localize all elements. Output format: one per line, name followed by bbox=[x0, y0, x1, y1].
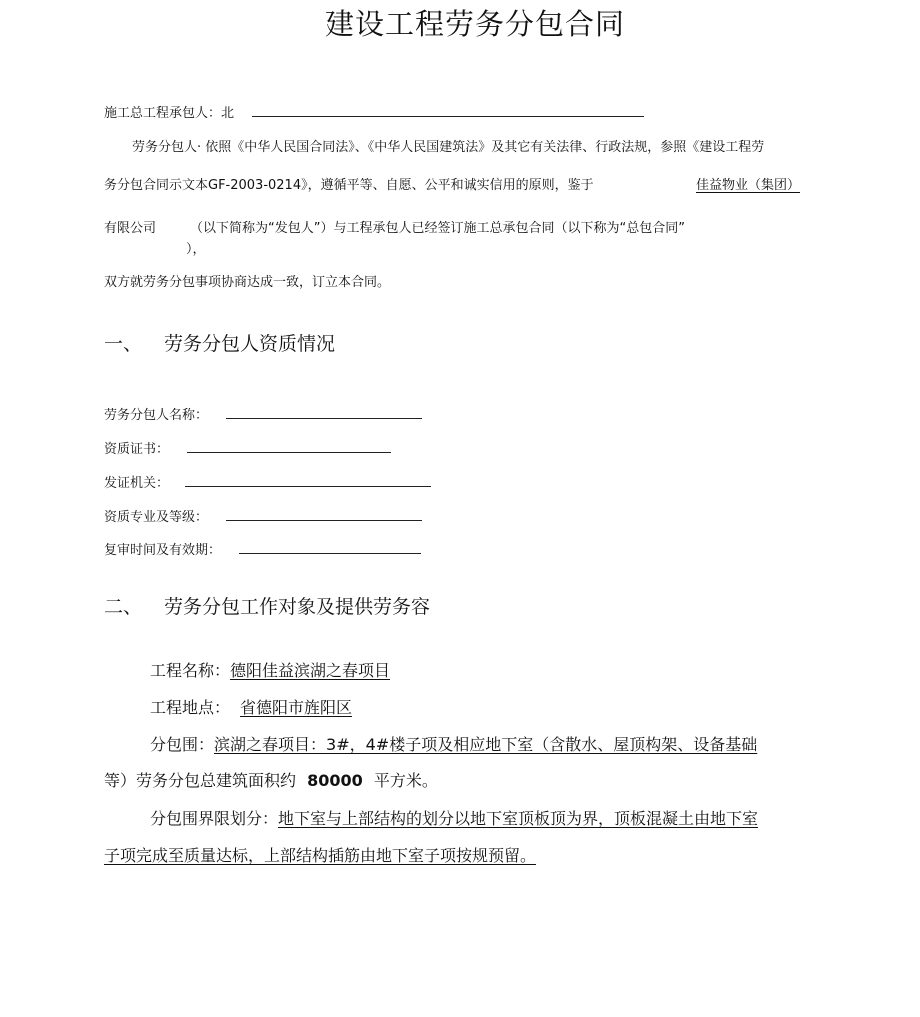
field-label: 发证机关： bbox=[104, 476, 170, 491]
preamble-line-5: 双方就劳务分包事项协商达成一致，订立本合同。 bbox=[104, 275, 391, 290]
preamble-line-2: 劳务分包人· 依照《中华人民国合同法》、《中华人民国建筑法》及其它有关法律、行政法规，参照《建设工程劳 bbox=[132, 140, 765, 155]
preamble-line-4c: ）， bbox=[186, 242, 206, 257]
field-grade bbox=[104, 506, 422, 525]
project-location-label: 工程地点： bbox=[150, 698, 231, 717]
section-1-heading: 劳务分包人资质情况 bbox=[164, 333, 336, 355]
field-review-period bbox=[104, 539, 421, 558]
field-label: 资质证书： bbox=[104, 442, 170, 457]
project-name-line bbox=[150, 658, 390, 681]
field-blank[interactable] bbox=[239, 541, 421, 554]
document-title: 建设工程劳务分包合同 bbox=[324, 7, 625, 41]
scope-value: 滨湖之春项目：3#，4#楼子项及相应地下室（含散水、屋顶构架、设备基础 bbox=[214, 735, 758, 754]
client-name: 佳益物业（集团） bbox=[696, 178, 801, 193]
scope-area: 80000 bbox=[307, 771, 363, 790]
preamble-line-3: 务分包合同示文本GF-2003-0214》，遵循平等、自愿、公平和诚实信用的原则，鉴于 bbox=[104, 178, 594, 193]
field-label: 资质专业及等级： bbox=[104, 510, 209, 525]
section-2-number: 二、 bbox=[104, 596, 143, 618]
project-name-label: 工程名称： bbox=[150, 661, 231, 680]
field-subcontractor-name bbox=[104, 404, 422, 423]
field-label: 复审时间及有效期： bbox=[104, 543, 222, 558]
field-blank[interactable] bbox=[187, 440, 391, 453]
field-blank[interactable] bbox=[226, 508, 422, 521]
boundary-value-1: 地下室与上部结构的划分以地下室顶板顶为界，顶板混凝土由地下室 bbox=[278, 809, 759, 828]
scope-line-2-b: 平方米。 bbox=[373, 771, 438, 790]
field-issuer bbox=[104, 472, 431, 491]
project-location-value: 省德阳市旌阳区 bbox=[240, 698, 353, 717]
boundary-line-1 bbox=[150, 806, 758, 829]
project-name-value: 德阳佳益滨湖之春项目 bbox=[230, 661, 391, 680]
preamble-line-4a: 有限公司 bbox=[104, 221, 157, 236]
scope-line-2 bbox=[104, 768, 438, 791]
boundary-line-2: 子项完成至质量达标，上部结构插筋由地下室子项按规预留。 bbox=[104, 846, 537, 865]
preamble-line-4b: （以下简称为“发包人”）与工程承包人已经签订施工总承包合同（以下称为“总包合同” bbox=[190, 221, 685, 236]
section-2-heading: 劳务分包工作对象及提供劳务容 bbox=[164, 596, 431, 618]
contractor-label: 施工总工程承包人：北 bbox=[104, 106, 235, 121]
scope-label: 分包围： bbox=[150, 735, 215, 754]
section-1-number: 一、 bbox=[104, 333, 143, 355]
field-blank[interactable] bbox=[185, 474, 431, 487]
field-label: 劳务分包人名称： bbox=[104, 408, 209, 423]
scope-line-2-a: 等）劳务分包总建筑面积约 bbox=[104, 771, 297, 790]
project-location-line bbox=[150, 695, 352, 718]
scope-line-1 bbox=[150, 732, 757, 755]
contractor-blank[interactable] bbox=[252, 104, 644, 117]
contractor-line bbox=[104, 102, 644, 121]
boundary-label: 分包围界限划分： bbox=[150, 809, 279, 828]
field-certificate bbox=[104, 438, 391, 457]
field-blank[interactable] bbox=[226, 406, 422, 419]
